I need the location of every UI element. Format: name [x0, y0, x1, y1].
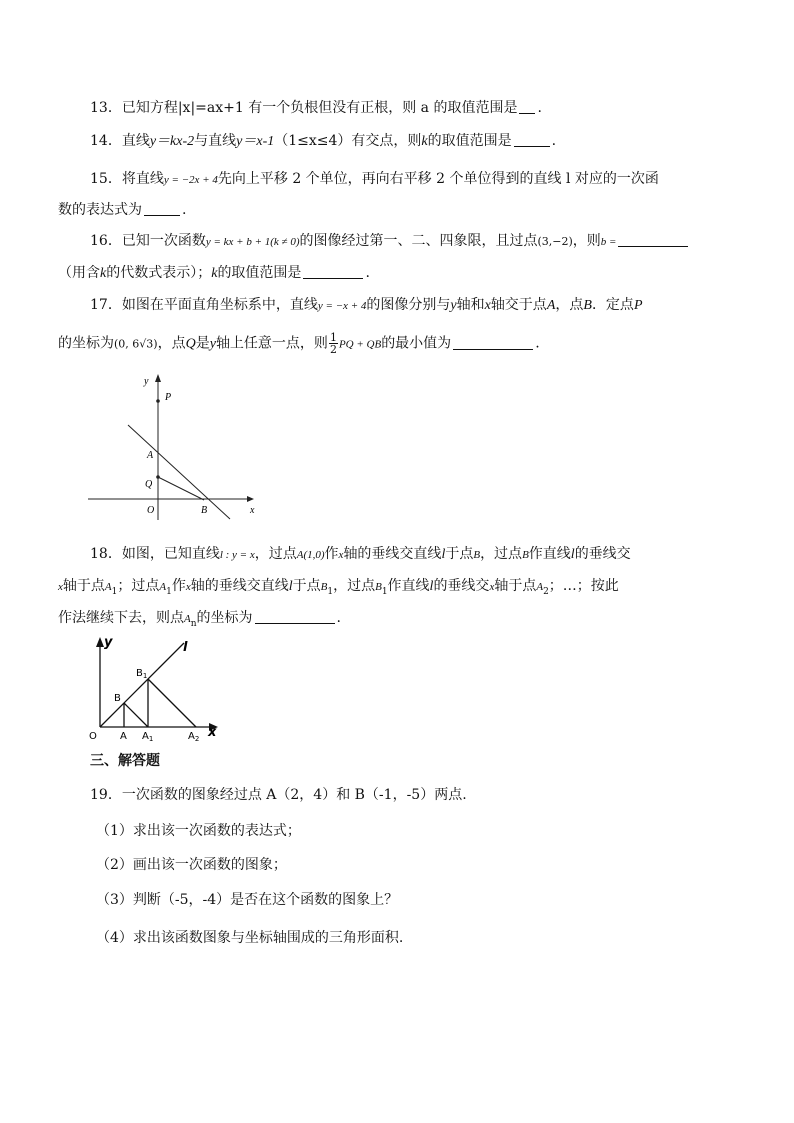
question-text: 作直线: [528, 546, 571, 562]
variable: A: [184, 613, 191, 625]
question-text: 作: [171, 578, 186, 594]
subscript: 1: [166, 586, 172, 597]
question-19-part-3: （3）判断（-5，-4）是否在这个函数的图象上？: [96, 892, 399, 908]
variable: k: [100, 266, 107, 281]
variable: A: [104, 581, 112, 593]
question-text: 轴交于点: [490, 297, 547, 313]
question-19-part-4: （4）求出该函数图象与坐标轴围成的三角形面积.: [96, 930, 404, 946]
question-text: 先向上平移 2 个单位，再向右平移 2 个单位得到的直线 l 对应的一次函: [217, 171, 659, 187]
question-text: 轴的垂线交直线: [343, 546, 442, 562]
label-y: y: [144, 376, 149, 387]
period: .: [551, 133, 557, 149]
subscript: 1: [111, 586, 118, 597]
fraction-denominator: 2: [329, 343, 337, 356]
section-heading: 三、解答题: [90, 753, 160, 769]
question-text: ，过点: [333, 578, 376, 594]
variable: k: [421, 134, 428, 149]
question-text: 的代数式表示）；: [106, 265, 212, 281]
label-b: B: [201, 505, 208, 516]
label-q: Q: [145, 479, 153, 490]
label-b1: [136, 668, 147, 680]
y-axis-arrow: [155, 374, 161, 382]
variable: x: [338, 549, 344, 561]
question-number: 17．: [90, 297, 122, 313]
question-17: [90, 295, 738, 316]
segment-b1a2: [148, 679, 196, 727]
variable: y: [209, 336, 216, 352]
variable: l: [570, 547, 575, 562]
equation: y = kx + b + 1(k ≠ 0): [205, 236, 300, 248]
variable: A: [546, 298, 556, 313]
equation: y = −x + 4: [317, 300, 367, 312]
label-o: O: [147, 505, 155, 516]
question-18-cont2: [58, 608, 738, 634]
variable: k: [211, 266, 218, 281]
subscript: 1: [327, 586, 334, 597]
answer-blank[interactable]: [453, 335, 533, 350]
question-text: （用含: [58, 265, 100, 281]
question-text: 的坐标为: [196, 610, 253, 626]
question-text: 是: [195, 335, 210, 352]
question-text: 如图在平面直角坐标系中，直线: [121, 297, 318, 313]
subscript: n: [190, 618, 197, 629]
variable: A: [536, 581, 544, 593]
question-text: 已知方程|x|=ax+1 有一个负根但没有正根，则 a 的取值范围是: [121, 100, 518, 116]
answer-blank[interactable]: [618, 232, 688, 247]
question-text: 轴于点: [62, 578, 105, 594]
period: .: [182, 202, 187, 218]
label-x: x: [208, 725, 217, 740]
point-q: [156, 475, 160, 479]
condition: （1≤x≤4）: [274, 133, 352, 149]
label-a2: [188, 731, 199, 743]
question-text: 作法继续下去，则点: [58, 610, 184, 626]
question-text: ，过点: [254, 546, 297, 562]
answer-blank[interactable]: [519, 99, 535, 114]
question-text: 已知一次函数: [121, 233, 206, 249]
period: .: [365, 265, 370, 281]
variable: x: [58, 581, 63, 593]
question-text: 的图像分别与: [366, 297, 451, 313]
question-text: ，则: [572, 233, 601, 249]
subscript: 1: [381, 586, 388, 597]
label-b: B: [114, 693, 121, 704]
question-14: [90, 131, 738, 152]
label-a2-subscript: 2: [194, 735, 200, 743]
question-text: ，过点: [480, 546, 523, 562]
figure-18: [84, 632, 234, 744]
variable: Q: [185, 336, 196, 352]
equation: y = −2x + 4: [163, 174, 218, 186]
equation: l : y = x: [219, 549, 255, 561]
question-19-part-2: （2）画出该一次函数的图象；: [96, 857, 287, 873]
question-17-cont: [58, 332, 738, 355]
label-x: x: [250, 505, 255, 516]
question-number: 14．: [90, 133, 122, 149]
period: .: [336, 610, 341, 626]
question-text: ，点: [157, 335, 186, 352]
question-text: 轴和: [456, 297, 485, 313]
question-16: [90, 231, 738, 252]
question-text: 如图，已知直线: [121, 546, 220, 562]
variable: B: [583, 298, 592, 313]
question-18: [90, 544, 738, 565]
y-axis-arrow: [96, 637, 104, 647]
x-axis-arrow: [247, 496, 254, 502]
question-text: 的垂线交: [574, 546, 631, 562]
question-text: 有交点，则: [351, 133, 422, 149]
point-p: [156, 399, 160, 403]
question-19: 19．一次函数的图象经过点 A（2，4）和 B（-1，-5）两点.: [90, 787, 467, 803]
question-number: 18．: [90, 546, 122, 562]
question-number: 15．: [90, 171, 122, 187]
equation: y＝kx-2: [149, 134, 195, 149]
period: .: [537, 100, 542, 116]
fraction-numerator: 1: [329, 331, 337, 344]
figure-17: [82, 370, 262, 525]
question-text: 直线: [121, 133, 150, 149]
variable: B: [320, 581, 328, 593]
question-text: 于点: [292, 578, 321, 594]
point: (0, 6√3): [114, 337, 158, 351]
answer-blank[interactable]: [303, 264, 363, 279]
question-text: 数的表达式为: [58, 202, 142, 218]
question-number: 13．: [90, 100, 122, 116]
question-text: ；过点: [117, 578, 160, 594]
question-19-part-1: （1）求出该一次函数的表达式；: [96, 823, 301, 839]
question-number: 16．: [90, 233, 122, 249]
question-text: 的取值范围是: [427, 133, 512, 149]
label-a1-letter: A: [142, 731, 149, 742]
label-p: P: [165, 392, 172, 403]
variable: l: [441, 547, 446, 562]
question-text: 的图像经过第一、二、四象限，且过点: [299, 233, 538, 249]
expression: PQ + QB: [338, 338, 382, 351]
line-ab: [128, 425, 230, 519]
variable: x: [489, 581, 495, 593]
question-text: 轴的垂线交直线: [190, 578, 289, 594]
question-16-cont: [58, 263, 738, 284]
answer-blank[interactable]: [144, 201, 180, 216]
label-l: l: [183, 640, 188, 655]
variable: y: [450, 298, 457, 313]
variable: x: [484, 298, 491, 313]
variable: A: [159, 581, 167, 593]
subscript: 2: [543, 586, 549, 597]
question-text: 作直线: [387, 578, 430, 594]
line-l: [100, 643, 184, 727]
label-y: y: [104, 635, 113, 650]
point: (3,−2): [537, 235, 573, 248]
question-text: 作: [324, 546, 339, 562]
question-text: 于点: [445, 546, 474, 562]
variable: b =: [600, 236, 617, 248]
question-13: [90, 98, 738, 118]
variable: P: [633, 298, 643, 313]
equation: y＝x-1: [236, 134, 275, 149]
question-text: 的垂线交: [433, 578, 490, 594]
variable: B: [375, 581, 382, 593]
label-o: O: [89, 731, 97, 742]
question-text: 与直线: [194, 133, 237, 149]
fraction: [329, 332, 338, 355]
question-text: 的坐标为: [58, 335, 114, 352]
label-a1-subscript: 1: [148, 735, 154, 743]
label-b1-subscript: 1: [142, 672, 148, 680]
label-a: A: [147, 450, 154, 461]
question-text: ；…；按此: [548, 578, 619, 594]
question-text: 将直线: [121, 171, 164, 187]
variable: x: [185, 581, 191, 593]
question-18-cont: [58, 576, 738, 602]
answer-blank[interactable]: [255, 609, 335, 624]
question-text: 轴于点: [494, 578, 537, 594]
variable: l: [429, 579, 434, 594]
question-text: 轴上任意一点，则: [215, 335, 328, 352]
label-a: A: [120, 731, 127, 742]
period: .: [535, 335, 540, 352]
question-text: ，点: [555, 297, 584, 313]
question-text: 的取值范围是: [217, 265, 302, 281]
segment-ba1: [124, 703, 148, 727]
label-b1-letter: B: [136, 668, 143, 679]
label-a1: [142, 731, 153, 743]
label-a2-letter: A: [188, 731, 195, 742]
answer-blank[interactable]: [514, 132, 550, 147]
question-15-cont: [58, 200, 738, 220]
variable: B: [522, 549, 529, 561]
point: A(1,0): [296, 549, 325, 561]
question-text: 的最小值为: [381, 335, 452, 352]
variable: B: [473, 549, 481, 561]
question-15: [90, 169, 738, 190]
question-text: ．定点: [591, 297, 634, 313]
variable: l: [288, 579, 293, 594]
